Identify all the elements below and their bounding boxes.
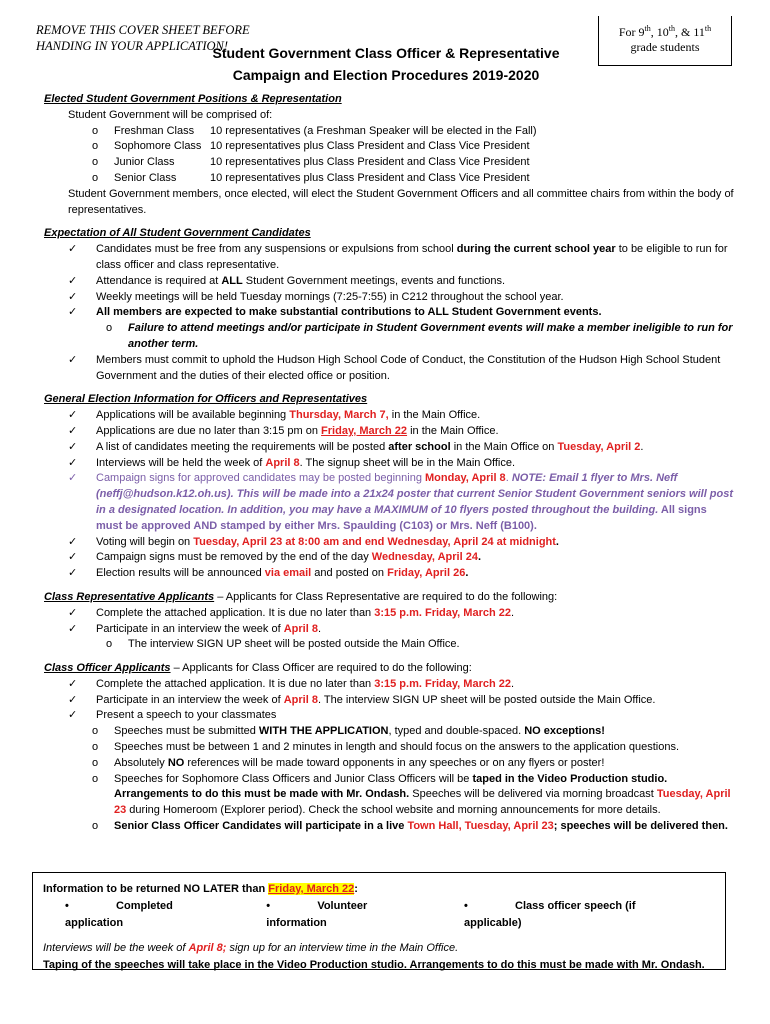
check-icon: ✓ xyxy=(68,693,78,706)
list-item: ✓ A list of candidates meeting the requirements will be posted after school in the Main Office on Tuesday, April 2. xyxy=(44,440,734,456)
list-item: o Freshman Class 10 representatives (a Freshman Speaker will be elected in the Fall) xyxy=(92,124,537,137)
list-item: ✓ Complete the attached application. It is due no later than 3:15 p.m. Friday, March 22. xyxy=(44,606,734,622)
list-item: ✓ Attendance is required at ALL Student Government meetings, events and functions. xyxy=(44,274,734,290)
return-deadline: Information to be returned NO LATER than Friday, March 22: xyxy=(43,883,358,895)
list-item: o Speeches for Sophomore Class Officers and Junior Class Officers will be taped in the Video Production studio. Arrangements to do this must be made with Mr. Ondash. Speeches will be delivered via morning broadcast Tuesday, April 23 during Homeroom (Explorer period). Check the school website and morning announcements for more details. xyxy=(92,772,731,817)
positions-outro: Student Government members, once elected, will elect the Student Government Officers and all committee chairs from within the body of representatives. xyxy=(68,187,734,216)
list-item: o Sophomore Class 10 representatives plus Class President and Class Vice President xyxy=(92,140,530,153)
return-info-box xyxy=(32,872,726,970)
check-icon: ✓ xyxy=(68,551,78,564)
list-item: ✓ Participate in an interview the week of April 8. The interview SIGN UP sheet will be posted outside the Main Office. xyxy=(44,693,734,709)
list-item: • Volunteer information xyxy=(266,900,368,929)
list-item: ✓ Participate in an interview the week of April 8. xyxy=(44,622,734,638)
list-item: ✓ All members are expected to make substantial contributions to ALL Student Government events. xyxy=(44,305,734,321)
list-item: o Senior Class Officer Candidates will participate in a live Town Hall, Tuesday, April 23; speeches will be delivered then. xyxy=(92,820,728,833)
page-title xyxy=(200,42,572,86)
check-icon: ✓ xyxy=(68,622,78,635)
list-item: o Absolutely NO references will be made toward opponents in any speeches or on any flyers or poster! xyxy=(92,756,605,769)
interview-note: Interviews will be the week of April 8; sign up for an interview time in the Main Office. xyxy=(43,942,459,954)
check-icon: ✓ xyxy=(68,440,78,453)
check-icon: ✓ xyxy=(68,709,78,722)
grade-box: For 9th, 10th, & 11th grade students xyxy=(598,16,732,66)
list-item: ✓ Members must commit to uphold the Hudson High School Code of Conduct, the Constitution of the Hudson High School Student Government and the duties of their elected office or position. xyxy=(44,353,734,385)
section-heading-election-info: General Election Information for Officers and Representatives xyxy=(44,393,368,406)
list-item: o Speeches must be between 1 and 2 minutes in length and should focus on the answers to the application questions. xyxy=(92,741,680,754)
list-item: ✓ Present a speech to your classmates xyxy=(44,708,734,724)
list-item: o The interview SIGN UP sheet will be posted outside the Main Office. xyxy=(106,638,460,651)
list-item: ✓ Applications are due no later than 3:15 pm on Friday, March 22 in the Main Office. xyxy=(44,424,734,440)
check-icon: ✓ xyxy=(68,677,78,690)
list-item: o Failure to attend meetings and/or participate in Student Government events will make a member ineligible to run for another term. xyxy=(106,322,733,350)
list-item: ✓ Weekly meetings will be held Tuesday mornings (7:25-7:55) in C212 throughout the school year. xyxy=(44,290,734,306)
section-heading-rep-applicants: Class Representative Applicants xyxy=(44,590,215,603)
document-body: Elected Student Government Positions & Representation Student Government will be comprised of: o Freshman Class 10 representatives (a Freshman Speaker will be elected in the Fall) o Sophomore Class 10 representatives plus Class President and Class Vice President o Junior Class 10 representatives plus Class President and Class Vice President o Senior Class 10 representatives plus Class President and Class Vice President Student Government members, once elected, will elect the Student Government Officers and all committee chairs from within the body of representatives. Expectation of All Student Government Candidates ✓ Candidates must be free from any suspensions or expulsions from school during the current school year to be eligible to run for class officer and class representative. ✓ Attendance is required at ALL Student Government meetings, events and functions. ✓ Weekly meetings will be held Tuesday mornings (7:25-7:55) in C212 throughout the school year. ✓ All members are expected to make substantial contributions to ALL Student Government events. o Failure to attend meetings and/or participate in Student Government events will make a member ineligible to run for another term. ✓ Members must commit to uphold the Hudson High School Code of Conduct, the Constitution of the Hudson High School Student Government and the duties of their elected office or position. General Election Information for Officers and Representatives ✓ Applications will be available beginning Thursday, March 7, in the Main Office. ✓ Applications are due no later than 3:15 pm on Friday, March 22 in the Main Office. ✓ A list of candidates meeting the requirements will be posted after school in the Main Office on Tuesday, April 2. ✓ Interviews will be held the week of April 8. The signup sheet will be in the Main Office. ✓ Campaign signs for approved candidates may be posted beginning Monday, April 8. NOTE: Email 1 flyer to Mrs. Neff (neffj@hudson.k12.oh.us). This will be made into a 21x24 poster that current Senior Student Government seniors will post in a designated location. In addition, you may have a MAXIMUM of 10 flyers posted throughout the building. All signs must be approved AND stamped by either Mrs. Spaulding (C103) or Mrs. Neff (B100). ✓ Voting will begin on Tuesday, April 23 at 8:00 am and end Wednesday, April 24 at midnight. ✓ Campaign signs must be removed by the end of the day Wednesday, April 24. ✓ Election results will be announced via email and posted on Friday, April 26. Class Representative Applicants – Applicants for Class Representative are required to do the following: ✓ Complete the attached application. It is due no later than 3:15 p.m. Friday, March 22. ✓ Participate in an interview the week of April 8. o The interview SIGN UP sheet will be posted outside the Main Office. Class Officer Applicants – Applicants for Class Officer are required to do the following: ✓ Complete the attached application. It is due no later than 3:15 p.m. Friday, March 22. ✓ Participate in an interview the week of April 8. The interview SIGN UP sheet will be posted outside the Main Office. ✓ Present a speech to your classmates o Speeches must be submitted WITH THE APPLICATION, typed and double-spaced. NO exceptions! o Speeches must be between 1 and 2 minutes in length and should focus on the answers to the application questions. o Absolutely NO references will be made toward opponents in any speeches or on any flyers or poster! o Speeches for Sophomore Class Officers and Junior Class Officers will be taped in the Video Production studio. Arrangements to do this must be made with Mr. Ondash. Speeches will be delivered via morning broadcast Tuesday, April 23 during Homeroom (Explorer period). Check the school website and morning announcements for more details. o Senior Class Officer Candidates will participate in a live Town Hall, Tuesday, April 23; speeches will be delivered then. xyxy=(44,92,734,835)
check-icon: ✓ xyxy=(68,606,78,619)
list-item: ✓ Voting will begin on Tuesday, April 23 at 8:00 am and end Wednesday, April 24 at midnight. xyxy=(44,535,734,551)
positions-intro: Student Government will be comprised of: xyxy=(68,108,273,121)
check-icon: ✓ xyxy=(68,290,78,303)
list-item: o Speeches must be submitted WITH THE APPLICATION, typed and double-spaced. NO exceptions! xyxy=(92,725,605,738)
list-item: ✓ Applications will be available beginning Thursday, March 7, in the Main Office. xyxy=(44,408,734,424)
list-item: • Completed application xyxy=(65,900,173,929)
list-item: ✓ Interviews will be held the week of April 8. The signup sheet will be in the Main Office. xyxy=(44,456,734,472)
list-item: o Junior Class 10 representatives plus Class President and Class Vice President xyxy=(92,156,530,169)
check-icon: ✓ xyxy=(68,456,78,469)
check-icon: ✓ xyxy=(68,424,78,437)
list-item: ✓ Candidates must be free from any suspensions or expulsions from school during the current school year to be eligible to run for class officer and class representative. xyxy=(44,242,734,274)
list-item: ✓ Election results will be announced via email and posted on Friday, April 26. xyxy=(44,566,734,582)
check-icon: ✓ xyxy=(68,353,78,366)
check-icon: ✓ xyxy=(68,535,78,548)
check-icon: ✓ xyxy=(68,472,78,485)
check-icon: ✓ xyxy=(68,243,78,256)
list-item: ✓ Campaign signs for approved candidates may be posted beginning Monday, April 8. NOTE: Email 1 flyer to Mrs. Neff (neffj@hudson.k12.oh.us). This will be made into a 21x24 poster that current Senior Student Government seniors will post in a designated location. In addition, you may have a MAXIMUM of 10 flyers posted throughout the building. All signs must be approved AND stamped by either Mrs. Spaulding (C103) or Mrs. Neff (B100). xyxy=(44,471,734,534)
section-heading-expectations: Expectation of All Student Government Candidates xyxy=(44,227,311,240)
list-item: ✓ Campaign signs must be removed by the end of the day Wednesday, April 24. xyxy=(44,550,734,566)
section-heading-positions: Elected Student Government Positions & Representation xyxy=(44,93,342,105)
title-line-1: Student Government Class Officer & Representative xyxy=(212,45,560,61)
check-icon: ✓ xyxy=(68,306,78,319)
check-icon: ✓ xyxy=(68,567,78,580)
check-icon: ✓ xyxy=(68,274,78,287)
title-line-2: Campaign and Election Procedures 2019-2020 xyxy=(232,67,540,83)
cover-sheet-note: REMOVE THIS COVER SHEET BEFORE HANDING IN YOUR APPLICATION! xyxy=(36,23,250,53)
list-item: • Class officer speech (if applicable) xyxy=(464,900,636,929)
section-heading-officer-applicants: Class Officer Applicants xyxy=(44,662,171,675)
check-icon: ✓ xyxy=(68,409,78,422)
list-item: ✓ Complete the attached application. It is due no later than 3:15 p.m. Friday, March 22. xyxy=(44,677,734,693)
list-item: o Senior Class 10 representatives plus Class President and Class Vice President xyxy=(92,171,530,184)
return-items xyxy=(43,898,715,932)
taping-note: Taping of the speeches will take place in the Video Production studio. Arrangements to do this must be made with Mr. Ondash. xyxy=(43,959,705,971)
